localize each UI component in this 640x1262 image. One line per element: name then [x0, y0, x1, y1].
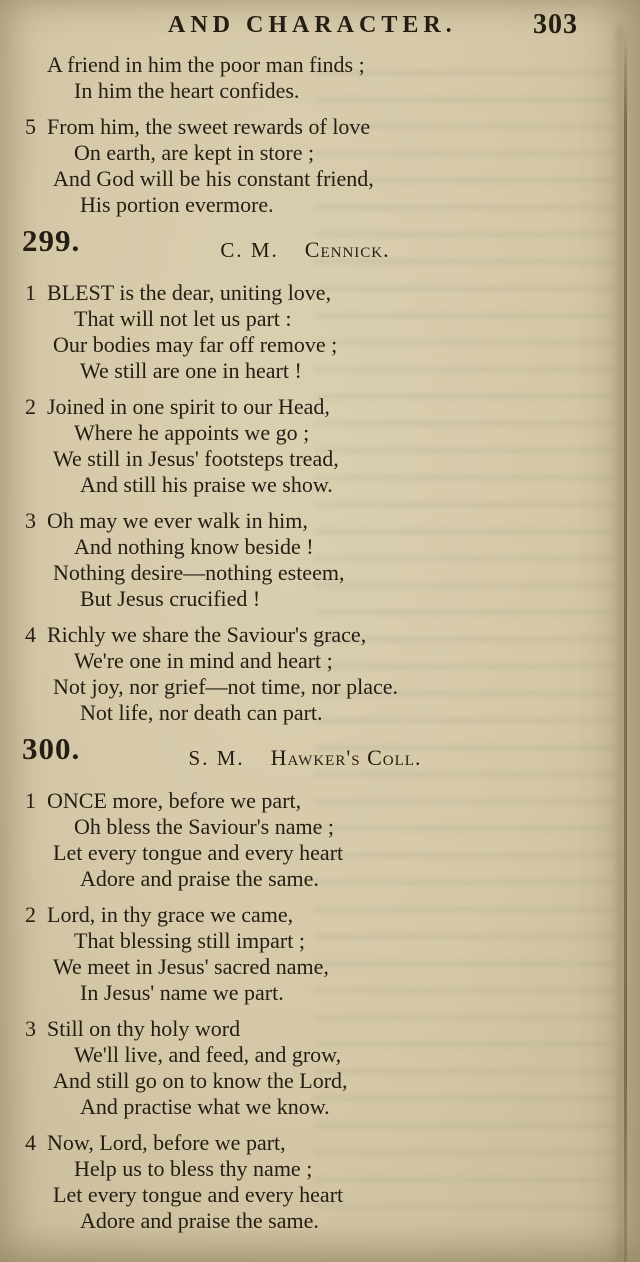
verse-text: And God will be his constant friend,: [53, 166, 374, 191]
verse-text: That will not let us part :: [74, 306, 292, 331]
hymn-heading: [0, 731, 640, 780]
stanza: [0, 394, 640, 498]
verse-line: [0, 866, 640, 892]
verse-line: [0, 1068, 640, 1094]
hymn-299: [0, 223, 640, 726]
verse-text: We still in Jesus' footsteps tread,: [53, 446, 339, 471]
hymn-heading: [0, 223, 640, 272]
hymn-attribution: Cennick.: [304, 237, 390, 262]
stanza: [0, 280, 640, 384]
verse-text: We meet in Jesus' sacred name,: [53, 954, 329, 979]
stanza-number: 4: [25, 1130, 36, 1155]
stanza-number: 3: [25, 508, 36, 533]
stanza-number: 3: [25, 1016, 36, 1041]
verse-line: [0, 280, 640, 306]
stanza: [0, 902, 640, 1006]
verse-line: [0, 814, 640, 840]
verse-line: [0, 902, 640, 928]
verse-line: [0, 1208, 640, 1234]
stanza-number: 1: [25, 788, 36, 813]
hymn-number: 300.: [22, 731, 81, 766]
page-edge-line: [624, 26, 627, 1262]
verse-line: [0, 928, 640, 954]
stanza: [0, 622, 640, 726]
verse-text: Now, Lord, before we part,: [47, 1130, 286, 1155]
verse-text: Let every tongue and every heart: [53, 840, 344, 865]
verse-text: Adore and praise the same.: [80, 866, 319, 891]
verse-text: Our bodies may far off remove ;: [53, 332, 338, 357]
running-header-title: AND CHARACTER.: [168, 12, 457, 38]
verse-line: [0, 1182, 640, 1208]
verse-line: [0, 140, 640, 166]
verse-line: [0, 192, 640, 218]
verse-text: Adore and praise the same.: [80, 1208, 319, 1233]
verse-text: We'll live, and feed, and grow,: [74, 1042, 342, 1067]
stanza-number: 2: [25, 394, 36, 419]
verse-text: Not joy, nor grief—not time, nor place.: [53, 674, 398, 699]
verse-line: [0, 420, 640, 446]
verse-line: [0, 472, 640, 498]
verse-text: Oh bless the Saviour's name ;: [74, 814, 334, 839]
verse-text: And still his praise we show.: [80, 472, 333, 497]
verse-text: We're one in mind and heart ;: [74, 648, 333, 673]
verse-line: [0, 1042, 640, 1068]
verse-text: And nothing know beside !: [74, 534, 314, 559]
verse-text: Not life, nor death can part.: [80, 700, 323, 725]
verse-text: A friend in him the poor man finds ;: [47, 52, 365, 77]
verse-text: On earth, are kept in store ;: [74, 140, 315, 165]
verse-line: [0, 534, 640, 560]
verse-text: Oh may we ever walk in him,: [47, 508, 308, 533]
verse-text: Help us to bless thy name ;: [74, 1156, 313, 1181]
verse-text: Joined in one spirit to our Head,: [47, 394, 330, 419]
verse-line: [0, 1094, 640, 1120]
verse-line: [0, 394, 640, 420]
verse-line: [0, 560, 640, 586]
verse-text: In Jesus' name we part.: [80, 980, 284, 1005]
hymn-meter: S. M.: [188, 746, 245, 770]
hymn-attribution: Hawker's Coll.: [270, 745, 422, 770]
verse-line: [0, 78, 640, 104]
verse-text: In him the heart confides.: [74, 78, 300, 103]
verse-text: Where he appoints we go ;: [74, 420, 310, 445]
verse-line: [0, 508, 640, 534]
stanza: [0, 1016, 640, 1120]
stanza: [0, 114, 640, 218]
page-number: 303: [533, 9, 578, 40]
verse-line: [0, 674, 640, 700]
hymn-heading-center: [90, 237, 520, 263]
verse-text: And still go on to know the Lord,: [53, 1068, 348, 1093]
verse-line: [0, 114, 640, 140]
verse-text: Lord, in thy grace we came,: [47, 902, 294, 927]
stanza-number: 1: [25, 280, 36, 305]
verse-text: Let every tongue and every heart: [53, 1182, 344, 1207]
verse-text: ONCE more, before we part,: [47, 788, 302, 813]
stanza-number: 5: [25, 114, 36, 139]
verse-line: [0, 358, 640, 384]
hymn-number: 299.: [22, 223, 81, 258]
stanza: [0, 788, 640, 892]
hymn-meter: C. M.: [220, 238, 279, 262]
verse-text: And practise what we know.: [80, 1094, 330, 1119]
verse-text: From him, the sweet rewards of love: [47, 114, 371, 139]
verse-line: [0, 1016, 640, 1042]
verse-line: [0, 1130, 640, 1156]
verse-line: [0, 52, 640, 78]
verse-text: His portion evermore.: [80, 192, 274, 217]
verse-line: [0, 954, 640, 980]
verse-line: [0, 648, 640, 674]
verse-line: [0, 586, 640, 612]
stanza-number: 2: [25, 902, 36, 927]
verse-text: We still are one in heart !: [80, 358, 302, 383]
hymn-heading-center: [90, 745, 520, 771]
verse-text: Still on thy holy word: [47, 1016, 241, 1041]
verse-line: [0, 1156, 640, 1182]
page-header: [0, 9, 640, 48]
verse-text: But Jesus crucified !: [80, 586, 261, 611]
hymn-300: [0, 731, 640, 1234]
verse-line: [0, 700, 640, 726]
hymn-body: [0, 52, 640, 1234]
verse-line: [0, 306, 640, 332]
verse-text: That blessing still impart ;: [74, 928, 305, 953]
verse-line: [0, 166, 640, 192]
stanza: [0, 1130, 640, 1234]
stanza: [0, 52, 640, 104]
verse-line: [0, 332, 640, 358]
stanza-number: 4: [25, 622, 36, 647]
verse-line: [0, 446, 640, 472]
hymn-continuation: [0, 52, 640, 218]
verse-line: [0, 980, 640, 1006]
verse-line: [0, 788, 640, 814]
verse-line: [0, 622, 640, 648]
verse-text: Nothing desire—nothing esteem,: [53, 560, 345, 585]
verse-line: [0, 840, 640, 866]
verse-text: BLEST is the dear, uniting love,: [47, 280, 332, 305]
stanza: [0, 508, 640, 612]
verse-text: Richly we share the Saviour's grace,: [47, 622, 367, 647]
